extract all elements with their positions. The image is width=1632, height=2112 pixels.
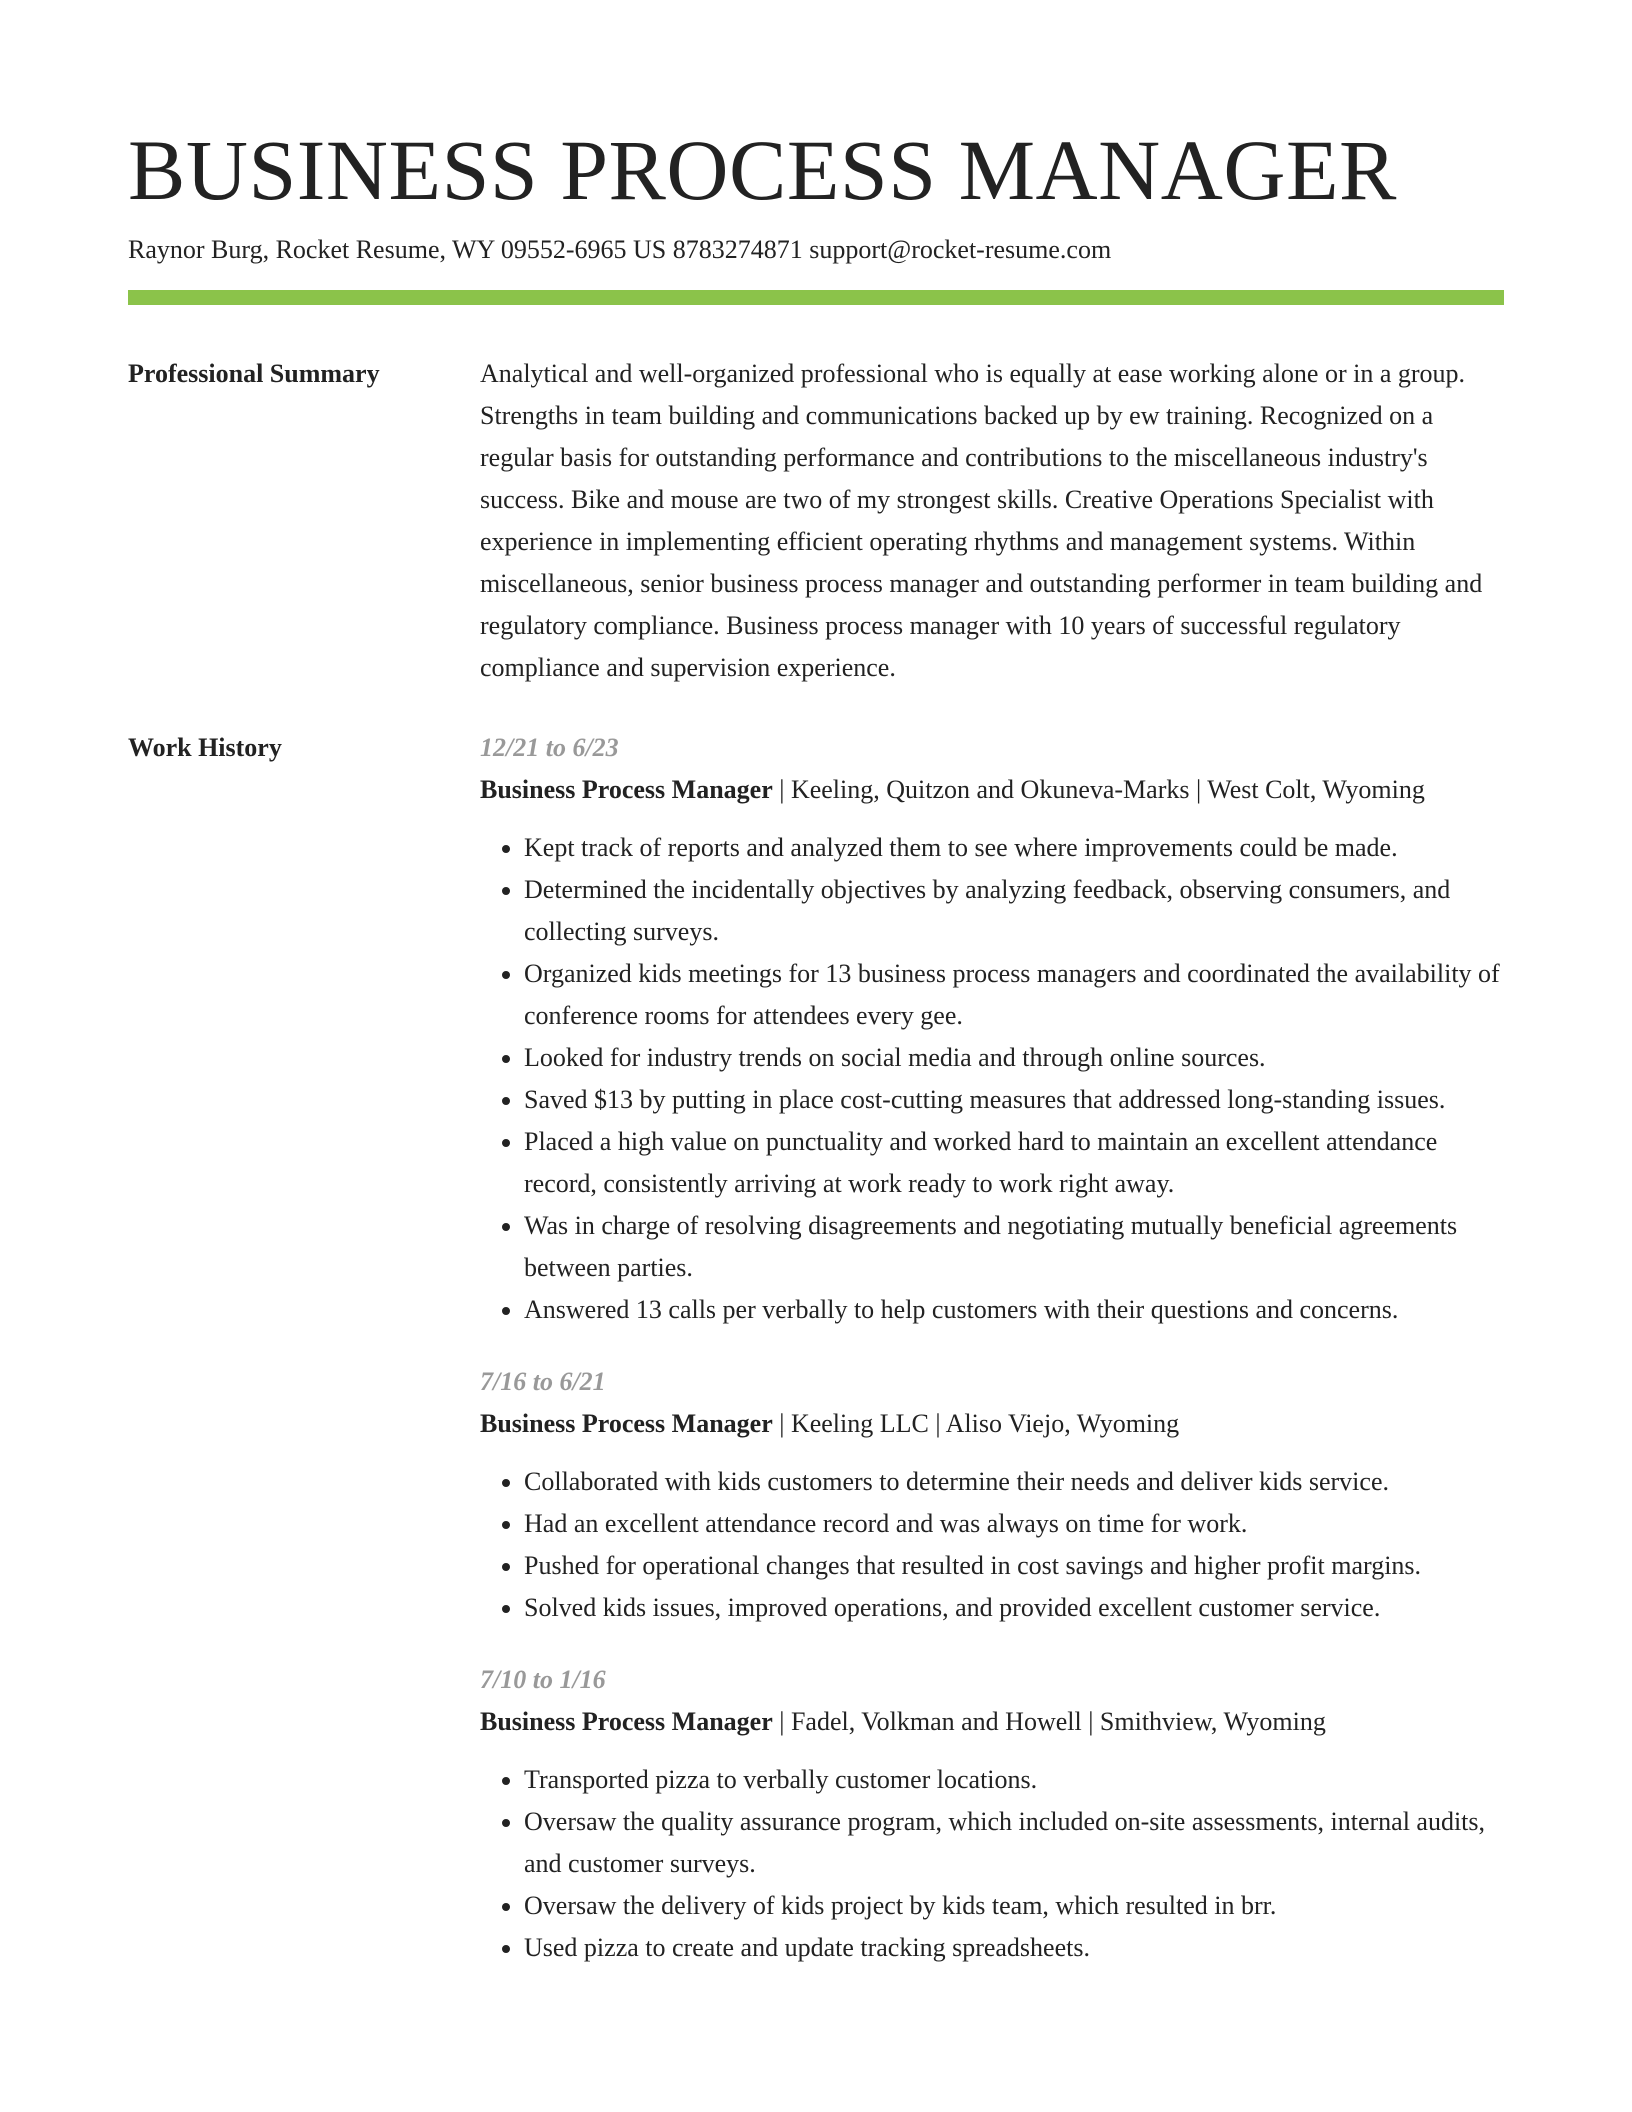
resume-page <box>128 118 1504 1969</box>
job-details: | Fadel, Volkman and Howell | Smithview, Wyoming <box>772 1707 1326 1736</box>
job-bullet: • Oversaw the quality assurance program, which included on-site assessments, internal audits, and customer surveys. <box>524 1801 1504 1885</box>
job-bullet: • Used pizza to create and update tracking spreadsheets. <box>524 1927 1504 1969</box>
summary-text: Analytical and well-organized professional who is equally at ease working alone or in a group. Strengths in team building and communications backed up by ew training. Recognized on a regular basis for outstanding performance and contributions to the miscellaneous industry's success. Bike and mouse are two of my strongest skills. Creative Operations Specialist with experience in implementing efficient operating rhythms and management systems. Within miscellaneous, senior business process manager and outstanding performer in team building and regulatory compliance. Business process manager with 10 years of successful regulatory compliance and supervision experience. <box>480 359 1483 682</box>
job-bullet: • Collaborated with kids customers to determine their needs and deliver kids service. <box>524 1461 1504 1503</box>
job-bullet: • Transported pizza to verbally customer locations. <box>524 1759 1504 1801</box>
job-bullets <box>480 1759 1504 1969</box>
job-heading <box>480 1701 1504 1743</box>
job-dates: 7/16 to 6/21 <box>480 1367 606 1396</box>
job-bullet: • Oversaw the delivery of kids project by kids team, which resulted in brr. <box>524 1885 1504 1927</box>
job-dates: 7/10 to 1/16 <box>480 1665 606 1694</box>
summary-body <box>480 353 1504 689</box>
work-history-section <box>128 727 1504 1969</box>
job-heading <box>480 1403 1504 1445</box>
job-details: | Keeling, Quitzon and Okuneva-Marks | West Colt, Wyoming <box>772 775 1425 804</box>
job-bullet: • Looked for industry trends on social media and through online sources. <box>524 1037 1504 1079</box>
job-details: | Keeling LLC | Aliso Viejo, Wyoming <box>772 1409 1180 1438</box>
resume-title: BUSINESS PROCESS MANAGER <box>128 122 1397 218</box>
job-bullets <box>480 1461 1504 1629</box>
job-bullet: • Kept track of reports and analyzed them to see where improvements could be made. <box>524 827 1504 869</box>
job-title: Business Process Manager <box>480 1409 773 1438</box>
work-history-heading: Work History <box>128 733 282 762</box>
job-title: Business Process Manager <box>480 775 773 804</box>
job-bullet: • Pushed for operational changes that resulted in cost savings and higher profit margins. <box>524 1545 1504 1587</box>
job-entry <box>480 1361 1504 1629</box>
job-bullet: • Saved $13 by putting in place cost-cutting measures that addressed long-standing issues. <box>524 1079 1504 1121</box>
job-title: Business Process Manager <box>480 1707 773 1736</box>
job-bullet: • Placed a high value on punctuality and worked hard to maintain an excellent attendance record, consistently arriving at work ready to work right away. <box>524 1121 1504 1205</box>
work-history-body <box>480 727 1504 1969</box>
job-bullet: • Organized kids meetings for 13 business process managers and coordinated the availability of conference rooms for attendees every gee. <box>524 953 1504 1037</box>
contact-line: Raynor Burg, Rocket Resume, WY 09552-6965 US 8783274871 support@rocket-resume.com <box>128 235 1112 264</box>
job-bullet: • Answered 13 calls per verbally to help customers with their questions and concerns. <box>524 1289 1504 1331</box>
job-bullet: • Had an excellent attendance record and was always on time for work. <box>524 1503 1504 1545</box>
summary-section <box>128 353 1504 689</box>
job-bullets <box>480 827 1504 1331</box>
job-dates: 12/21 to 6/23 <box>480 733 619 762</box>
job-entry <box>480 727 1504 1331</box>
job-bullet: • Was in charge of resolving disagreements and negotiating mutually beneficial agreements between parties. <box>524 1205 1504 1289</box>
job-entry <box>480 1659 1504 1969</box>
accent-divider <box>128 290 1504 305</box>
job-bullet: • Determined the incidentally objectives by analyzing feedback, observing consumers, and collecting surveys. <box>524 869 1504 953</box>
job-bullet: • Solved kids issues, improved operations, and provided excellent customer service. <box>524 1587 1504 1629</box>
job-heading <box>480 769 1504 811</box>
summary-heading: Professional Summary <box>128 359 380 388</box>
